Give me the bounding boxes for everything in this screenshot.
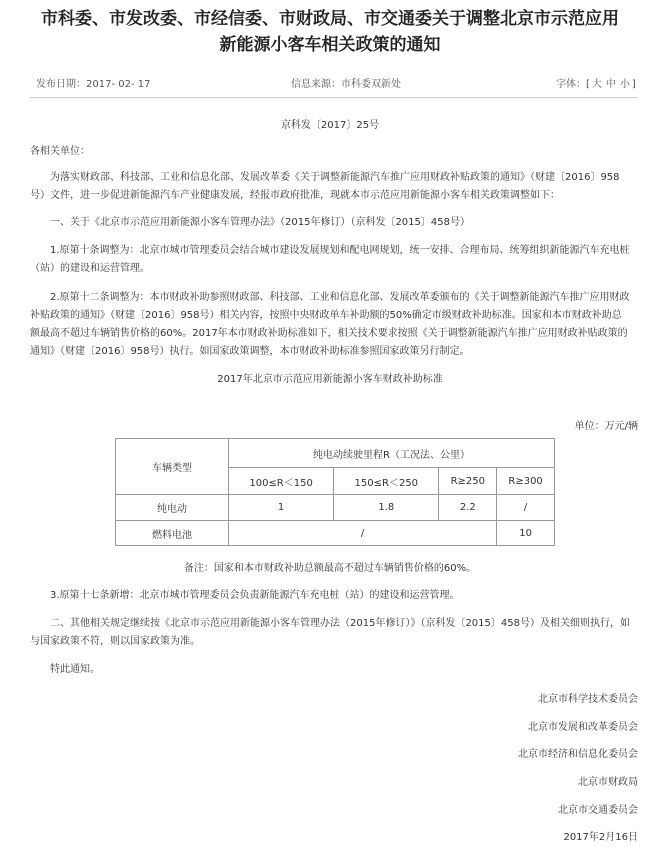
font-size-suffix: ]	[631, 79, 636, 90]
paragraph-item-2: 2.原第十二条调整为：本市财政补助参照财政部、科技部、工业和信息化部、发展改革委颁布的《关于调整新能源汽车推广应用财政补贴政策的通知》（财建〔2016〕958号）相关内容，按照中央财政单车补助额的50%确定市级财政补助标准。国家和本市财政补助总额最高不超过车辆销售价格的60%。2017年本市财政补助标准如下，相关技术要求按照《关于调整新能源汽车推广应用财政补贴政策的通知》（财建〔2016〕958号）执行。如国家政策调整，本市财政补助标准参照国家政策另行制定。	[30, 292, 630, 357]
info-source: 信息来源：市科委双新处	[291, 79, 401, 90]
header-range-2: 150≤R＜250	[334, 468, 439, 495]
page-title	[0, 6, 660, 58]
cell: 10	[497, 521, 555, 546]
signatory: 北京市财政局	[578, 777, 638, 788]
header-vehicle-type: 车辆类型	[116, 439, 229, 495]
meta-bar	[36, 75, 636, 93]
publish-date: 发布日期：2017- 02- 17	[36, 79, 151, 90]
row-name: 燃料电池	[116, 521, 229, 546]
title-line-1: 市科委、市发改委、市经信委、市财政局、市交通委关于调整北京市示范应用	[41, 9, 619, 29]
subsidy-table	[115, 438, 555, 546]
cell: /	[229, 521, 497, 546]
document-number: 京科发〔2017〕25号	[280, 120, 380, 131]
signatory: 北京市交通委员会	[558, 805, 638, 816]
header-range-1: 100≤R＜150	[229, 468, 334, 495]
sign-date: 2017年2月16日	[563, 832, 638, 843]
font-small-button[interactable]: 小	[619, 79, 630, 90]
title-line-2: 新能源小客车相关政策的通知	[219, 35, 441, 55]
header-range-4: R≥300	[497, 468, 555, 495]
signatory: 北京市发展和改革委员会	[528, 722, 638, 733]
header-divider	[30, 97, 638, 98]
signatory: 北京市经济和信息化委员会	[518, 749, 638, 760]
paragraph-section-2: 二、其他相关规定继续按《北京市示范应用新能源小客车管理办法（2015年修订）》（京科发〔2015〕458号）及相关细则执行，如与国家政策不符，则以国家政策为准。	[30, 618, 630, 647]
unit-label: 单位：万元/辆	[574, 421, 638, 432]
font-size-switcher	[556, 75, 636, 90]
row-name: 纯电动	[116, 495, 229, 521]
paragraph-intro: 为落实财政部、科技部、工业和信息化部、发展改革委《关于调整新能源汽车推广应用财政补贴政策的通知》（财建〔2016〕958号）文件，进一步促进新能源汽车产业健康发展，经报市政府批准，现就本市示范应用新能源小客车相关政策调整如下：	[30, 172, 620, 201]
font-medium-button[interactable]: 中	[605, 79, 616, 90]
header-range: 纯电动续驶里程R（工况法、公里）	[229, 439, 555, 468]
font-size-prefix: 字体：[	[556, 79, 590, 90]
paragraph-item-1: 1.原第十条调整为：北京市城市管理委员会结合城市建设发展规划和配电网规划，统一安排、合理布局、统筹组织新能源汽车充电桩（站）的建设和运营管理。	[30, 245, 630, 274]
closing-text: 特此通知。	[50, 664, 100, 675]
font-large-button[interactable]: 大	[591, 79, 602, 90]
table-title: 2017年北京市示范应用新能源小客车财政补助标准	[217, 374, 443, 385]
cell: 2.2	[439, 495, 497, 521]
table-row	[116, 521, 555, 546]
cell: /	[497, 495, 555, 521]
cell: 1	[229, 495, 334, 521]
signatory: 北京市科学技术委员会	[538, 694, 638, 705]
paragraph-section-1: 一、关于《北京市示范应用新能源小客车管理办法》（2015年修订）（京科发〔2015〕458号）	[50, 217, 470, 228]
table-row	[116, 495, 555, 521]
salutation: 各相关单位：	[30, 146, 90, 157]
header-range-3: R≥250	[439, 468, 497, 495]
cell: 1.8	[334, 495, 439, 521]
table-note: 备注：国家和本市财政补助总额最高不超过车辆销售价格的60%。	[183, 563, 477, 574]
paragraph-item-3: 3.原第十七条新增：北京市城市管理委员会负责新能源汽车充电桩（站）的建设和运营管理。	[50, 590, 460, 601]
